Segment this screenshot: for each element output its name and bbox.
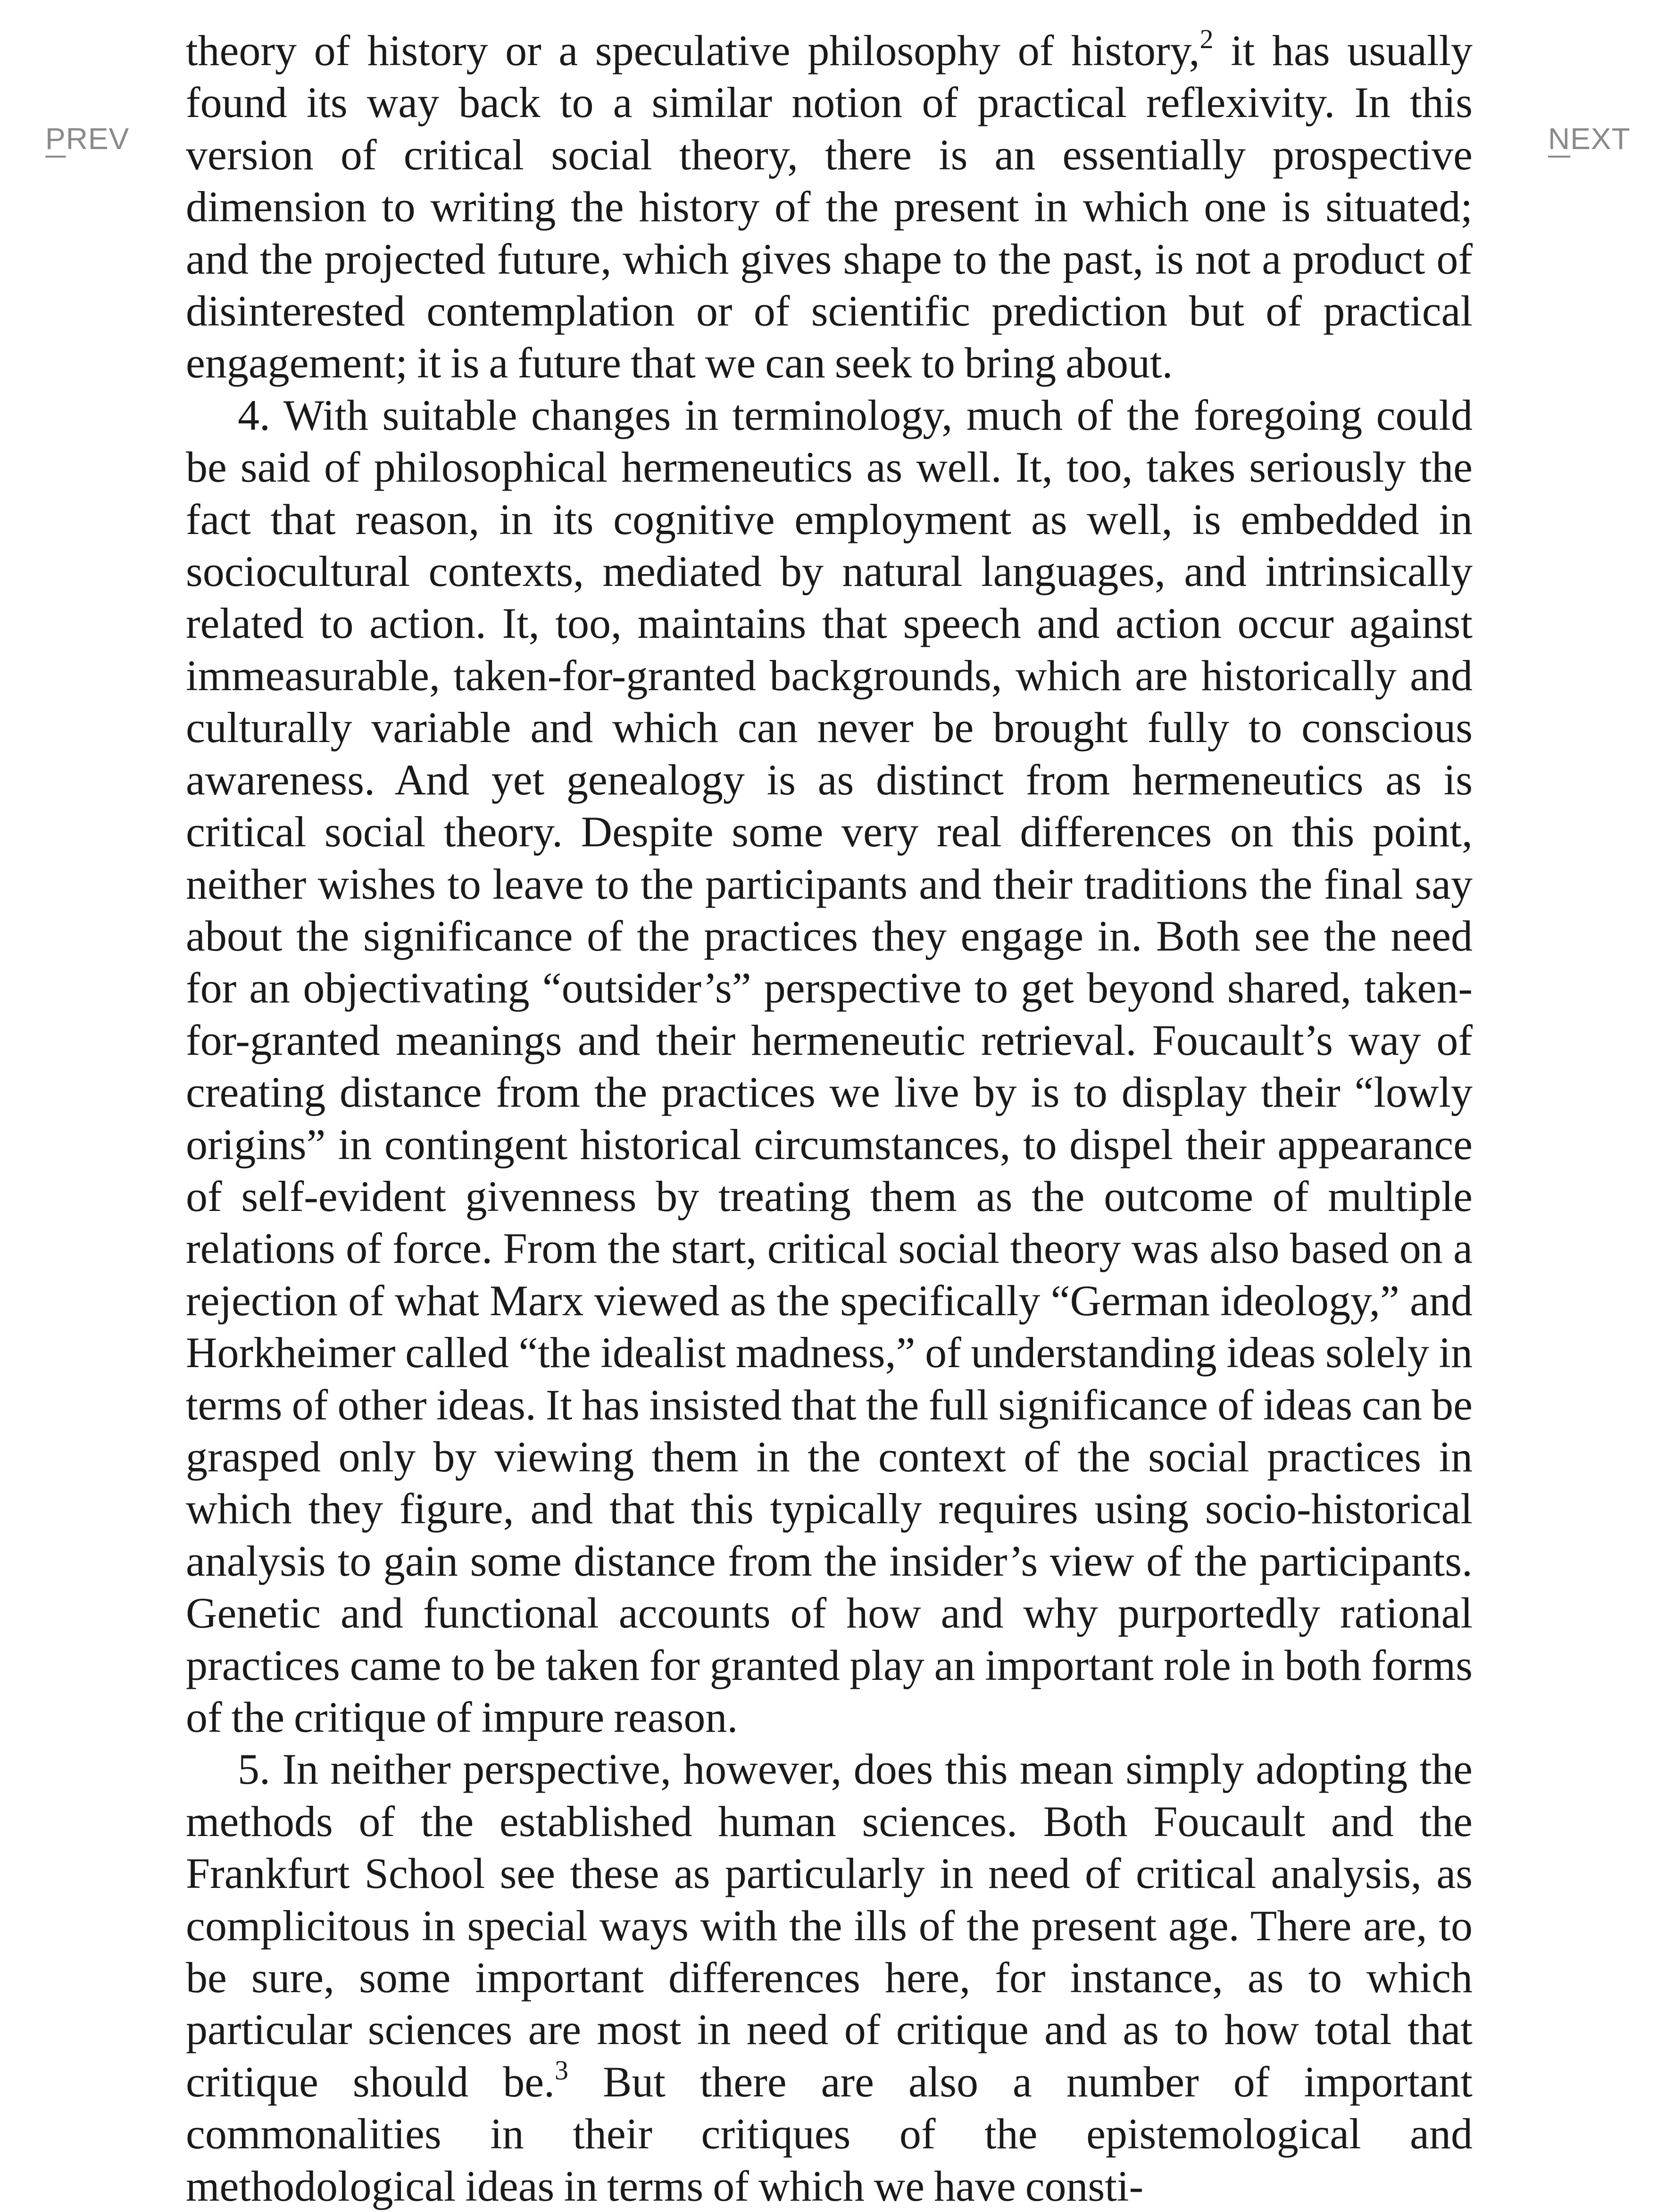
paragraph-text: But there are also a number of important commonalities in their critiques of the epistemological and methodological ideas in terms of which we have consti- [186,2057,1473,2210]
paragraph-text: it has usually found its way back to a similar notion of practical reflexivity. In this version of critical social theory, there is an essentially prospective dimension to writing the history of the present in which one is situated; and the projected future, which gives shape to the past, is not a product of disinterested contemplation or of scientific prediction but of practical engagement; it is a future that we can seek to bring about. [186,26,1473,387]
paragraph-4 [186,389,1473,1744]
prev-link-text: REV [66,122,130,156]
paragraph-text: 4. With suitable changes in terminology, much of the foregoing could be said of philosophical hermeneutics as well. It, too, takes seriously the fact that reason, in its cognitive employment as well, is embedded in sociocultural contexts, mediated by natural languages, and intrinsically related to action. It, too, maintains that speech and action occur against immeasurable, taken-for-granted backgrounds, which are historically and culturally variable and which can never be brought fully to conscious awareness. And yet genealogy is as distinct from hermeneutics as is critical social theory. Despite some very real differences on this point, neither wishes to leave to the participants and their traditions the final say about the significance of the practices they engage in. Both see the need for an objectivating “outsider’s” perspective to get beyond shared, taken-for-granted meanings and their hermeneutic retrieval. Foucault’s way of creating distance from the practices we live by is to display their “lowly origins” in contingent historical circumstances, to dispel their appearance of self-evident givenness by treating them as the outcome of multiple relations of force. From the start, critical social theory was also based on a rejection of what Marx viewed as the specifically “German ideology,” and Horkheimer called “the idealist madness,” of understanding ideas solely in terms of other ideas. It has insisted that the full significance of ideas can be grasped only by viewing them in the context of the social practices in which they figure, and that this typically requires using socio-historical analysis to gain some distance from the insider’s view of the participants. Genetic and functional accounts of how and why purportedly rational practices came to be taken for granted play an important role in both forms of the critique of impure reason. [186,391,1473,1741]
next-link-initial: N [1548,122,1571,156]
paragraph-continued [186,25,1473,389]
paragraph-5 [186,1743,1473,2212]
prev-link-initial: P [45,122,66,156]
next-link-text: EXT [1570,122,1631,156]
footnote-ref-3[interactable]: 3 [555,2055,569,2086]
next-page-link[interactable] [1548,124,1631,154]
paragraph-text: theory of history or a speculative philosophy of history, [186,26,1200,75]
prev-page-link[interactable] [45,124,129,154]
paragraph-text: 5. In neither perspective, however, does this mean simply adopting the methods of the established human sciences. Both Foucault and the Frankfurt School see these as particularly in need of critical analysis, as complicitous in special ways with the ills of the present age. There are, to be sure, some important differences here, for instance, as to which particular sciences are most in need of critique and as to how total that critique should be. [186,1745,1473,2106]
page-body [186,25,1473,2212]
footnote-ref-2[interactable]: 2 [1199,24,1214,55]
